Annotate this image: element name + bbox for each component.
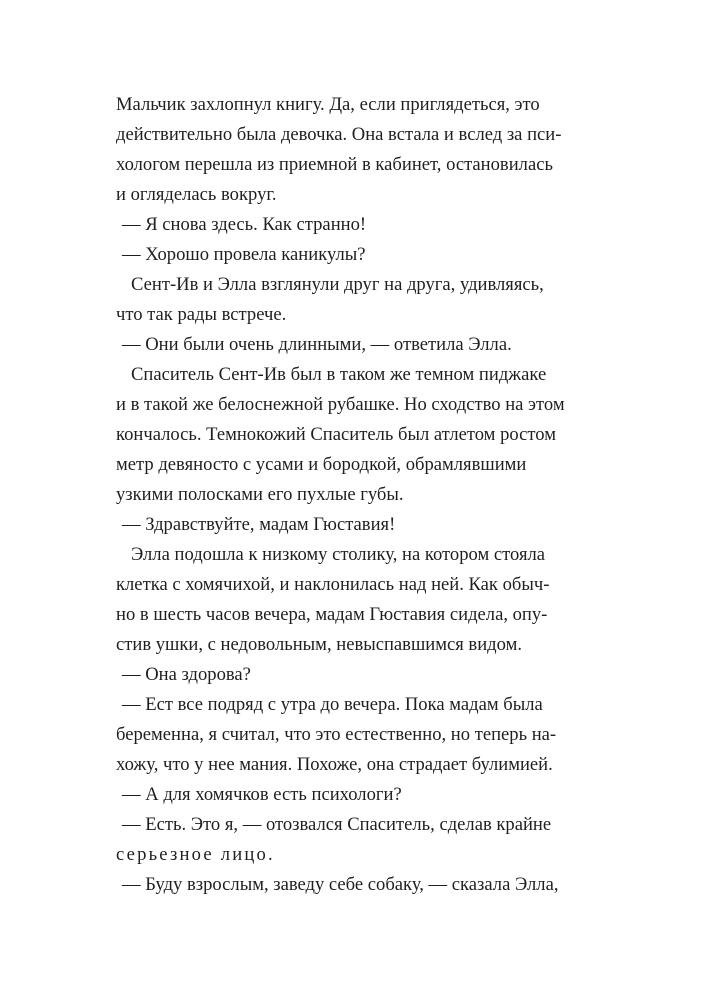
text-line: Спаситель Сент-Ив был в таком же темном пиджаке [131, 364, 547, 385]
text-line: действительно была девочка. Она встала и вслед за пси- [116, 124, 562, 145]
text-line: клетка с хомячихой, и наклонилась над ней. Как обыч- [116, 574, 550, 595]
text-line: кончалось. Темнокожий Спаситель был атлетом ростом [116, 424, 556, 445]
text-line: хожу, что у нее мания. Похоже, она страдает булимией. [116, 754, 553, 775]
text-line: — Ест все подряд с утра до вечера. Пока мадам была [122, 694, 543, 715]
text-line: Элла подошла к низкому столику, на котором стояла [131, 544, 546, 565]
text-line: — Они были очень длинными, — ответила Элла. [122, 334, 512, 355]
text-line: Мальчик захлопнул книгу. Да, если приглядеться, это [116, 94, 540, 115]
text-line: — Есть. Это я, — отозвался Спаситель, сделав крайне [122, 814, 552, 835]
text-line: хологом перешла из приемной в кабинет, остановилась [116, 154, 553, 175]
text-line: что так рады встрече. [116, 304, 287, 325]
text-line: и в такой же белоснежной рубашке. Но сходство на этом [116, 394, 565, 415]
text-line: но в шесть часов вечера, мадам Гюставия сидела, опу- [116, 604, 548, 625]
text-line: — Хорошо провела каникулы? [122, 244, 366, 265]
text-line: — Я снова здесь. Как странно! [122, 214, 367, 235]
text-line: — А для хомячков есть психологи? [122, 784, 402, 805]
text-line: Сент-Ив и Элла взглянули друг на друга, удивляясь, [131, 274, 544, 295]
text-line: — Буду взрослым, заведу себе собаку, — сказала Элла, [122, 874, 559, 895]
text-line: серьезное лицо. [116, 844, 275, 865]
text-line: и огляделась вокруг. [116, 184, 277, 205]
text-line: стив ушки, с недовольным, невыспавшимся видом. [116, 634, 522, 655]
text-line: беременна, я считал, что это естественно, но теперь на- [116, 724, 557, 745]
text-line: метр девяносто с усами и бородкой, обрамлявшими [116, 454, 527, 475]
text-line: — Здравствуйте, мадам Гюставия! [122, 514, 396, 535]
text-line: узкими полосками его пухлые губы. [116, 484, 404, 505]
text-line: — Она здорова? [122, 664, 251, 685]
